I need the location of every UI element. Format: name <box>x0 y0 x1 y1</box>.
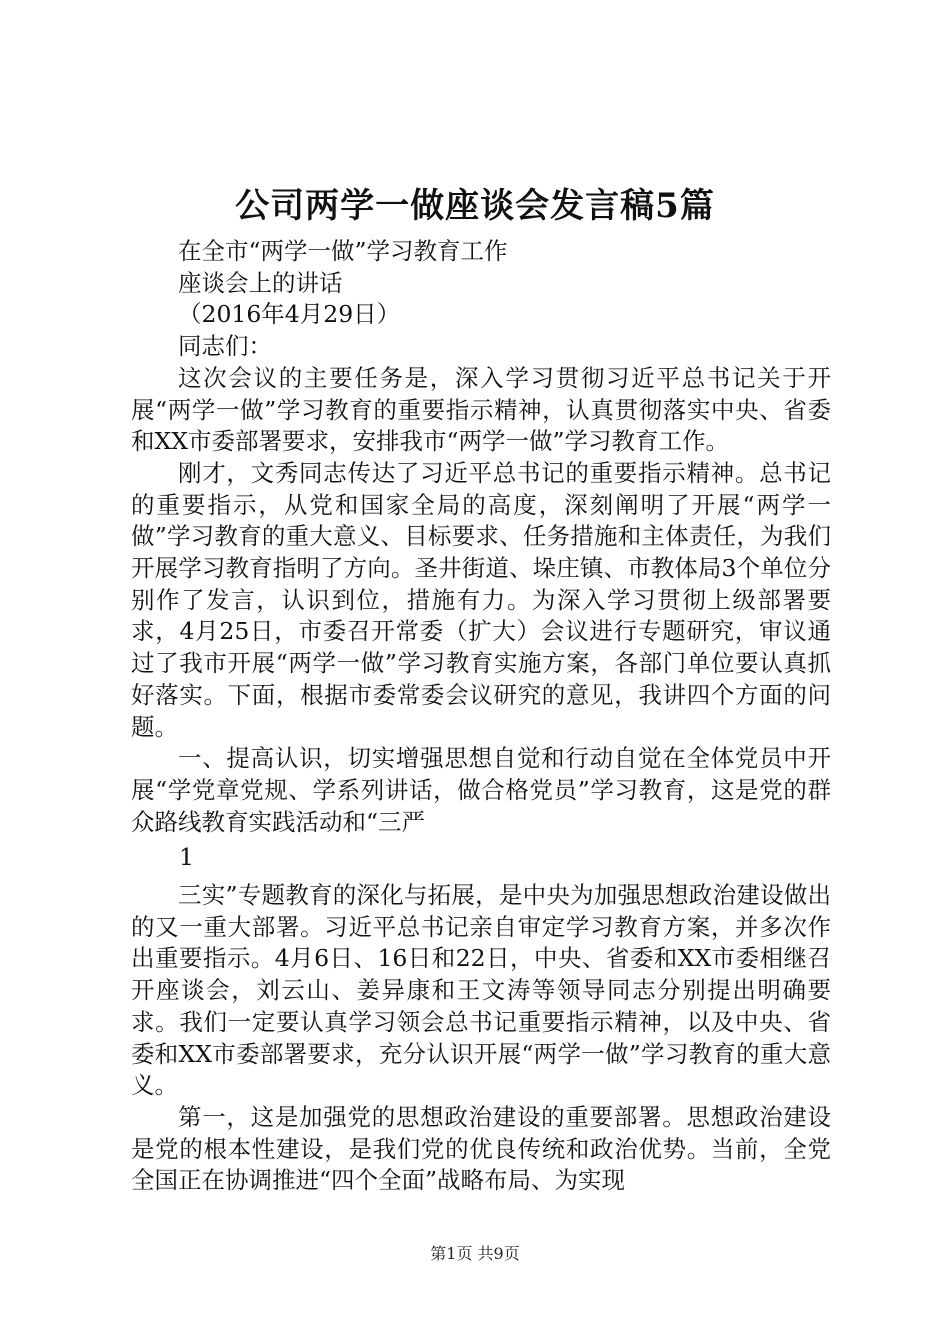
page-footer: 第1页 共9页 <box>430 1244 520 1263</box>
date-line: （2016年4月29日） <box>178 300 401 329</box>
document-title: 公司两学一做座谈会发言稿5篇 <box>235 186 715 226</box>
paragraph: 一、提高认识，切实增强思想自觉和行动自觉在全体党员中开展“学党章党规、学系列讲话，做合格党员”学习教育，这是党的群众路线教育实践活动和“三严 <box>131 744 831 836</box>
subtitle-line-1: 在全市“两学一做”学习教育工作 <box>178 237 508 265</box>
inline-page-marker: 1 <box>179 843 194 872</box>
paragraph: 这次会议的主要任务是，深入学习贯彻习近平总书记关于开展“两学一做”学习教育的重要指示精神，认真贯彻落实中央、省委和XX市委部署要求，安排我市“两学一做”学习教育工作。 <box>131 363 831 456</box>
subtitle-line-2: 座谈会上的讲话 <box>178 268 343 297</box>
paragraph: 第一，这是加强党的思想政治建设的重要部署。思想政治建设是党的根本性建设，是我们党的优良传统和政治优势。当前，全党全国正在协调推进“四个全面”战略布局、为实现 <box>131 1102 831 1195</box>
salutation: 同志们： <box>178 332 272 361</box>
paragraph: 三实”专题教育的深化与拓展，是中央为加强思想政治建设做出的又一重大部署。习近平总书记亲自审定学习教育方案，并多次作出重要指示。4月6日、16日和22日，中央、省委和XX市委相继召开座谈会，刘云山、姜异康和王文涛等领导同志分别提出明确要求。我们一定要认真学习领会总书记重要指示精神，以及中央、省委和XX市委部署要求，充分认识开展“两学一做”学习教育的重大意义。 <box>131 881 831 1100</box>
paragraph: 刚才，文秀同志传达了习近平总书记的重要指示精神。总书记的重要指示，从党和国家全局的高度，深刻阐明了开展“两学一做”学习教育的重大意义、目标要求、任务措施和主体责任，为我们开展学习教育指明了方向。圣井街道、垛庄镇、市教体局3个单位分别作了发言，认识到位，措施有力。为深入学习贯彻上级部署要求，4月25日，市委召开常委（扩大）会议进行专题研究，审议通过了我市开展“两学一做”学习教育实施方案，各部门单位要认真抓好落实。下面，根据市委常委会议研究的意见，我讲四个方面的问题。 <box>131 458 831 741</box>
document-body <box>131 236 831 1197</box>
